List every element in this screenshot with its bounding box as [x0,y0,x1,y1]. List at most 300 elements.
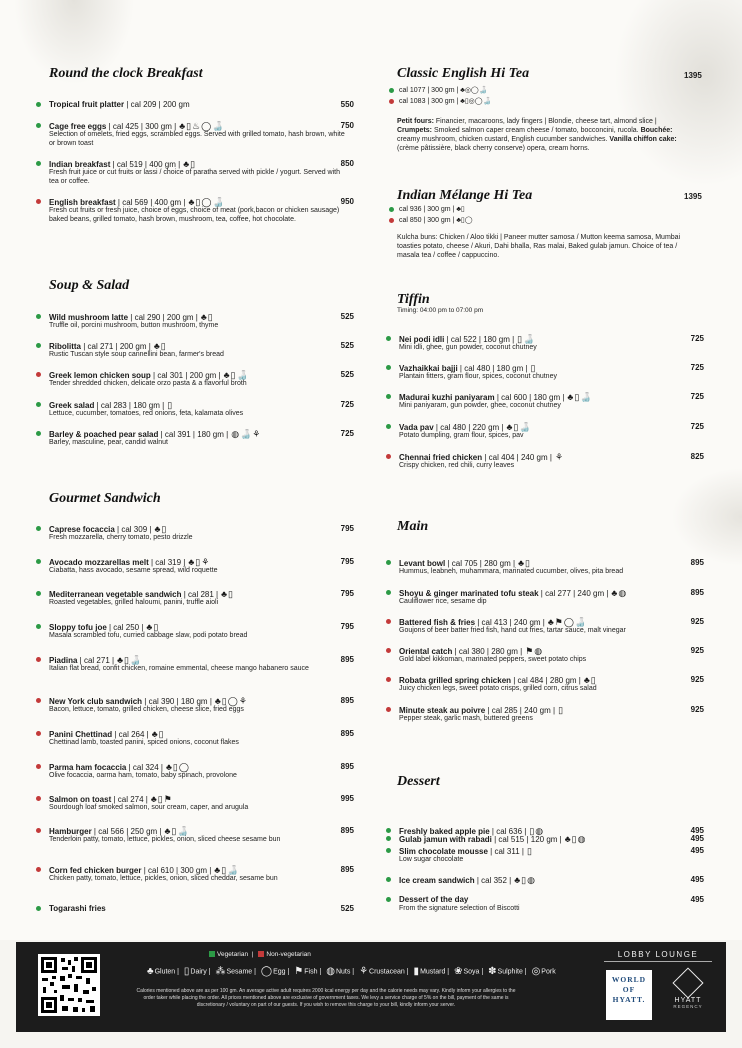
menu-item-price: 925 [690,675,704,684]
menu-item-line [399,826,544,837]
woh-line-3: HYATT. [612,995,646,1004]
allergen-label: Dairy [190,968,207,976]
melange-price: 1395 [684,192,702,201]
allergen-icons: ♣▯🍶 [506,422,532,432]
menu-item-description: Hummus, leabneh, muhammara, marinated cucumber, olives, pita bread [399,568,624,575]
menu-item-description: Chettinad lamb, toasted panini, spiced onions, coconut flakes [49,739,239,746]
section-title-breakfast: Round the clock Breakfast [49,66,203,81]
nonveg-dot-icon [36,867,41,872]
menu-item-price: 495 [690,834,704,843]
allergen-icons: ♣▯🍶 [117,655,143,665]
melange-veg-cal [389,206,465,214]
menu-item-price: 495 [690,895,704,904]
menu-item-name: Gulab jamun with rabadi [399,835,492,844]
hi-tea-description [397,117,687,153]
allergen-icons: ⚑◍ [525,646,544,656]
hi-tea-chiffon-label: Vanilla chiffon cake: [609,136,677,143]
menu-item-line [49,904,109,914]
legend-separator: | [252,968,258,976]
allergen-icons: ♣▯ [221,589,234,599]
menu-item-calories: | cal 569 | 400 gm | [115,198,186,207]
menu-item-name: Sloppy tofu joe [49,623,107,632]
veg-dot-icon [36,402,41,407]
allergen-icons: ▯ [526,846,533,856]
menu-item-name: Mediterranean vegetable sandwich [49,590,182,599]
menu-item-description: Rustic Tuscan style soup cannellini bean, farmer's bread [49,351,224,358]
allergen-label: Nuts [335,968,351,976]
allergen-icons: ♣▯ [518,558,531,568]
menu-item-calories: | cal 209 | 200 gm [124,100,190,109]
hi-tea-bouchee-label: Bouchée: [640,127,673,134]
nonveg-dot-icon [386,648,391,653]
nonveg-dot-icon [36,796,41,801]
menu-item-description: Truffle oil, porcini mushroom, button mushroom, thyme [49,322,219,329]
veg-dot-icon [389,88,394,93]
hi-tea-veg-cal-text: cal 1077 | 300 gm | ♣◎◯🍶 [399,87,488,94]
woh-line-2: OF [622,985,636,994]
menu-item-calories: | cal 290 | 200 gm | [128,313,198,322]
menu-item-name: Caprese focaccia [49,525,115,534]
woh-line-1: WORLD [611,975,647,984]
allergen-icons: ♣▯ [154,524,168,534]
menu-item-name: Cage free eggs [49,122,107,131]
menu-item-name: Vazhaikkai bajji [399,364,458,373]
menu-item-price: 725 [690,392,704,401]
menu-item-description: Mini paniyaram, gun powder, ghee, coconut chutney [399,402,561,409]
menu-item-calories: | cal 301 | 200 gm | [150,371,221,380]
menu-item-description: Tender shredded chicken, delicate orzo pasta & a flavorful broth [49,380,247,387]
menu-item-calories: | cal 404 | 240 gm | [482,453,552,462]
veg-dot-icon [386,424,391,429]
menu-item-name: Nei podi idli [399,335,445,344]
legend-separator: | [285,968,292,976]
veg-dot-icon [389,207,394,212]
allergen-icons: ◍🍶⚘ [231,429,262,439]
menu-item-price: 925 [690,617,704,626]
menu-item-price: 750 [340,121,354,130]
menu-item-description: Crispy chicken, red chili, curry leaves [399,462,515,469]
veg-legend-label: Vegetarian [217,951,249,958]
nonveg-dot-icon [386,454,391,459]
section-title-sandwich: Gourmet Sandwich [49,491,161,506]
nonveg-dot-icon [386,707,391,712]
allergen-icons: ♣▯🍶 [164,826,190,836]
world-of-hyatt-logo [606,970,652,1020]
veg-dot-icon [386,590,391,595]
veg-dot-icon [36,343,41,348]
menu-item-name: Minute steak au poivre [399,706,486,715]
veg-dot-icon [386,877,391,882]
menu-item-name: Wild mushroom latte [49,313,129,322]
menu-item-calories: | cal 271 | [77,656,115,665]
veg-dot-icon [386,365,391,370]
allergen-icons: ♣▯ [153,341,167,351]
legend-separator: | [479,968,486,976]
menu-item-name: Corn fed chicken burger [49,866,142,875]
menu-item-calories: | cal 600 | 180 gm | [494,393,565,402]
allergen-icons: ▯◍ [529,826,545,836]
menu-item-price: 495 [690,875,704,884]
menu-item-description: Lettuce, cucumber, tomatoes, red onions, feta, kalamata olives [49,410,244,417]
menu-item-calories: | cal 705 | 280 gm | [445,559,516,568]
allergen-icons: ▯ [530,363,537,373]
footer-fine-print: Calories mentioned above are as per 100 gm. An average active adult requires 2000 kcal energy per day and the calorie needs may vary. Kindly inform your allergies to the order taker while placing the order. All prices mentioned above are exclusive of government taxes. We levy a service charge of 5% on the bill, payment of the same is discretionary / voluntary on part of our guests. If you wish to remove this charge to your bill, kindly inform your server. [136,988,516,1008]
menu-item-price: 795 [340,589,354,598]
menu-item-name: Piadina [49,656,78,665]
allergen-icons: ♣▯♨◯🍶 [179,121,225,131]
menu-item-description: Selection of omelets, fried eggs, scrambled eggs. Served with grilled tomato, hash brown, white or brown toast [49,131,345,147]
nonveg-dot-icon [36,828,41,833]
allergen-icons: ♣▯◍ [514,875,536,885]
nonveg-dot-icon [386,619,391,624]
tiffin-timing: Timing: 04:00 pm to 07:00 pm [397,307,484,314]
menu-item-calories: | cal 484 | 280 gm | [511,676,581,685]
menu-item-name: Shoyu & ginger marinated tofu steak [399,589,539,598]
soya-icon: ❀ [454,966,463,977]
menu-item-price: 995 [340,794,354,803]
menu-item-description: Juicy chicken legs, sweet potato crisps, grilled corn, citrus salad [399,685,597,692]
menu-item-description: From the signature selection of Biscotti [399,905,520,912]
menu-item-price: 525 [340,341,354,350]
nonveg-dot-icon [36,372,41,377]
menu-item-description: Ciabatta, hass avocado, sesame spread, wild roquette [49,567,218,574]
veg-dot-icon [386,828,391,833]
menu-item-calories: | cal 380 | 280 gm | [452,647,523,656]
menu-item-calories: | cal 271 | 200 gm | [81,342,151,351]
menu-item-price: 795 [340,557,354,566]
menu-item-line [49,100,193,110]
hi-tea-text-2: Smoked salmon caper cream cheese / tomato, bocconcini, rucola. [432,127,641,134]
qr-code-icon[interactable] [38,954,100,1016]
nonveg-square-icon [258,951,264,957]
allergen-icons: ♣▯◯ [166,762,190,772]
nonveg-dot-icon [36,657,41,662]
menu-item-name: Madurai kuzhi paniyaram [399,393,495,402]
menu-item-description: Olive focaccia, oarma ham, tomato, baby spinach, provolone [49,772,237,779]
nonveg-dot-icon [389,99,394,104]
menu-item-price: 925 [690,646,704,655]
menu-item-calories: | cal 281 | [181,590,219,599]
veg-dot-icon [36,526,41,531]
sesame-icon: ⁂ [215,966,226,977]
menu-item-price: 725 [690,363,704,372]
menu-item-description: Mini idli, ghee, gun powder, coconut chutney [399,344,537,351]
veg-dot-icon [386,897,391,902]
veg-dot-icon [36,102,41,107]
menu-item-name: Salmon on toast [49,795,112,804]
allergen-label: Egg [273,968,286,976]
menu-item-price: 725 [340,429,354,438]
menu-item-description: Fresh fruit juice or cut fruits or lassi / choice of paratha served with pickle / yogurt. Served with tea or coffee. [49,169,341,185]
legend-separator: | [251,951,254,958]
allergen-icons: ♣▯ [146,622,160,632]
veg-dot-icon [386,848,391,853]
hyatt-wordmark: HYATT [674,997,702,1004]
veg-dot-icon [36,161,41,166]
regency-wordmark: REGENCY [673,1004,703,1009]
menu-item-description: Sourdough loaf smoked salmon, sour cream, caper, and arugula [49,804,249,811]
legend-separator: | [404,968,411,976]
menu-item-calories: | cal 283 | 180 gm | [94,401,165,410]
veg-dot-icon [36,624,41,629]
menu-item-price: 925 [690,705,704,714]
allergen-label: Sulphite [497,968,523,976]
allergen-label: Pork [541,968,556,976]
menu-item-calories: | cal 480 | 220 gm | [433,423,504,432]
legend-separator: | [317,968,324,976]
menu-item-calories: | cal 636 | [489,827,527,836]
menu-item-name: Battered fish & fries [399,618,476,627]
veg-dot-icon [36,431,41,436]
menu-item-calories: | cal 277 | 240 gm | [538,589,609,598]
hyatt-logo-icon [672,967,703,998]
menu-item-description: Fresh mozzarella, cherry tomato, pesto drizzle [49,534,193,541]
hi-tea-text-1: Financier, macaroons, lady fingers | Blondie, cheese tart, almond slice | [433,118,657,125]
menu-item-price: 825 [690,452,704,461]
menu-item-description: Masala scrambled tofu, curried cabbage slaw, podi potato bread [49,632,248,639]
allergen-icons: ▯ [558,705,565,715]
menu-item-name: Avocado mozzarellas melt [49,558,149,567]
menu-item-name: Panini Chettinad [49,730,113,739]
menu-item-name: Robata grilled spring chicken [399,676,512,685]
menu-item-price: 550 [340,100,354,109]
veg-dot-icon [36,906,41,911]
allergen-label: Mustard [420,968,446,976]
menu-item-description: Bacon, lettuce, tomato, grilled chicken, cheese slice, fried eggs [49,706,244,713]
allergen-icons: ♣▯◯🍶 [188,197,225,207]
legend-separator: | [445,968,452,976]
nuts-icon: ◍ [326,966,335,977]
nonveg-dot-icon [36,764,41,769]
hi-tea-veg-cal [389,87,487,95]
pork-icon: ◎ [531,966,541,977]
hi-tea-text-4: (crème pâtissière, black cherry conserve) opera, cream horns. [397,145,590,152]
gluten-icon: ♣ [147,966,154,977]
menu-item-line [399,875,536,886]
menu-item-name: Greek salad [49,401,95,410]
section-title-tiffin: Tiffin [397,292,430,307]
menu-item-name: Oriental catch [399,647,453,656]
veg-dot-icon [386,560,391,565]
hi-tea-price: 1395 [684,71,702,80]
legend-separator: | [350,968,357,976]
menu-item-price: 895 [340,729,354,738]
menu-item-price: 525 [340,370,354,379]
melange-nonveg-cal-text: cal 850 | 300 gm | ♣▯◯ [399,217,473,224]
menu-item-name: Freshly baked apple pie [399,827,490,836]
menu-item-calories: | cal 519 | 400 gm | [110,160,181,169]
menu-item-calories: | cal 250 | [106,623,144,632]
nonveg-dot-icon [36,731,41,736]
nonveg-legend-label: Non-vegetarian [266,951,311,958]
allergen-legend [144,966,556,977]
hyatt-regency-logo [664,970,712,1009]
menu-item-description: Italian flat bread, confit chicken, romaine emmental, cheese mango habanero sauce [49,665,309,672]
section-title-dessert: Dessert [397,774,440,789]
hi-tea-text-3: creamy mushroom, chicken custard, English cucumber sandwiches. [397,136,610,143]
menu-item-name: Dessert of the day [399,895,469,904]
section-title-melange: Indian Mélange Hi Tea [397,188,533,203]
menu-item-name: New York club sandwich [49,697,143,706]
menu-item-description: Cauliflower rice, sesame dip [399,598,487,605]
menu-item-name: Ribolitta [49,342,81,351]
veg-square-icon [209,951,215,957]
veg-dot-icon [386,394,391,399]
allergen-label: Soya [463,968,480,976]
lobby-lounge-label: LOBBY LOUNGE [604,950,712,962]
section-title-main: Main [397,519,429,534]
menu-item-calories: | cal 311 | [487,847,524,856]
menu-item-line [399,895,471,905]
menu-item-description: Chicken patty, tomato, lettuce, pickles, onion, sliced cheddar, sesame bun [49,875,278,882]
sulphite-icon: ✽ [488,966,497,977]
allergen-label: Fish [304,968,318,976]
menu-item-calories: | cal 352 | [474,876,512,885]
menu-item-calories: | cal 324 | [126,763,163,772]
crustacean-icon: ⚘ [359,966,369,977]
melange-description: Kulcha buns: Chicken / Aloo tikki | Paneer mutter samosa / Mutton keema samosa, Mumbai toasties potato, cheese / Akuri, Dahi bhalla, Ras malai, Baked gulab jamun. Choice of tea / masala tea / coffee / cappuccino. [397,234,681,259]
allergen-icons: ♣▯⚑ [150,794,173,804]
allergen-icons: ♣▯ [200,312,214,322]
menu-item-name: Chennai fried chicken [399,453,483,462]
egg-icon: ◯ [260,966,273,977]
menu-item-name: Parma ham focaccia [49,763,127,772]
menu-item-description: Goujons of beer batter fried fish, hand cut fries, tartar sauce, malt vinegar [399,627,626,634]
veg-dot-icon [36,314,41,319]
menu-item-calories: | cal 391 | 180 gm | [158,430,229,439]
mustard-icon: ▮ [413,966,420,977]
menu-item-calories: | cal 515 | 120 gm | [491,835,562,844]
menu-item-price: 895 [690,588,704,597]
menu-item-price: 525 [340,312,354,321]
allergen-icons: ♣▯ [183,159,197,169]
allergen-icons: ⚘ [554,452,565,462]
menu-item-calories: | cal 309 | [114,525,152,534]
nonveg-dot-icon [36,199,41,204]
fish-icon: ⚑ [294,966,304,977]
section-title-hi-tea: Classic English Hi Tea [397,66,530,81]
allergen-icons: ♣▯⚘ [188,557,211,567]
menu-item-name: Greek lemon chicken soup [49,371,151,380]
hi-tea-crumpets-label: Crumpets: [397,127,433,134]
menu-item-description: Plantain fitters, gram flour, spices, coconut chutney [399,373,557,380]
menu-item-calories: | cal 390 | 180 gm | [142,697,212,706]
allergen-label: Gluten [154,968,176,976]
menu-item-description: Potato dumpling, gram flour, spices, pav [399,432,524,439]
hi-tea-petit-fours-label: Petit fours: [397,118,434,125]
menu-footer [16,942,726,1032]
menu-item-price: 850 [340,159,354,168]
allergen-icons: ♣◍ [611,588,628,598]
allergen-icons: ♣▯◯⚘ [214,696,248,706]
menu-item-calories: | cal 264 | [112,730,149,739]
menu-item-description: Tenderloin patty, tomato, lettuce, pickles, onion, sliced cheese sesame bun [49,836,281,843]
menu-item-price: 525 [340,904,354,913]
menu-item-name: Ice cream sandwich [399,876,475,885]
menu-item-name: Slim chocolate mousse [399,847,488,856]
menu-item-price: 895 [340,696,354,705]
veg-dot-icon [36,123,41,128]
menu-item-price: 495 [690,846,704,855]
menu-item-price: 895 [340,655,354,664]
menu-item-calories: | cal 610 | 300 gm | [141,866,212,875]
nonveg-dot-icon [36,698,41,703]
allergen-label: Crustacean [369,968,405,976]
menu-item-calories: | cal 319 | [148,558,186,567]
hi-tea-nonveg-cal [389,98,491,106]
allergen-icons: ♣▯ [583,675,597,685]
menu-item-price: 895 [340,826,354,835]
menu-item-calories: | cal 413 | 240 gm | [475,618,545,627]
veg-dot-icon [36,559,41,564]
allergen-icons: ♣⚑◯🍶 [547,617,588,627]
menu-item-name: Levant bowl [399,559,446,568]
allergen-icons: ▯🍶 [517,334,536,344]
menu-item-name: Vada pav [399,423,434,432]
menu-item-calories: | cal 285 | 240 gm | [485,706,556,715]
menu-item-description: Low sugar chocolate [399,856,464,863]
section-title-soup-salad: Soup & Salad [49,278,130,293]
menu-item-name: English breakfast [49,198,116,207]
menu-item-calories: | cal 480 | 180 gm | [457,364,528,373]
menu-item-calories: | cal 566 | 250 gm | [91,827,162,836]
menu-item-name: Togarashi fries [49,904,106,913]
menu-item-calories: | cal 425 | 300 gm | [106,122,177,131]
legend-separator: | [175,968,181,976]
menu-item-price: 725 [690,422,704,431]
menu-item-price: 895 [340,865,354,874]
allergen-icons: ♣▯🍶 [223,370,249,380]
nonveg-dot-icon [386,677,391,682]
menu-item-price: 950 [340,197,354,206]
menu-item-description: Barley, masculine, pear, candid walnut [49,439,168,446]
legend-separator: | [206,968,213,976]
melange-nonveg-cal [389,217,473,225]
menu-item-price: 795 [340,524,354,533]
menu-item-name: Hamburger [49,827,92,836]
dairy-icon: ▯ [183,966,190,977]
menu-item-description: Gold label kikkoman, marinated peppers, sweet potato chips [399,656,587,663]
nonveg-dot-icon [389,218,394,223]
allergen-label: Sesame [226,968,253,976]
allergen-icons: ♣▯◍ [564,834,587,844]
veg-nonveg-legend [206,951,311,958]
menu-item-name: Barley & poached pear salad [49,430,159,439]
menu-item-price: 895 [690,558,704,567]
menu-item-name: Tropical fruit platter [49,100,125,109]
menu-item-calories: | cal 274 | [111,795,148,804]
hi-tea-nonveg-cal-text: cal 1083 | 300 gm | ♣▯◎◯🍶 [399,98,492,105]
allergen-icons: ♣▯ [151,729,165,739]
menu-item-price: 795 [340,622,354,631]
menu-item-description: Fresh cut fruits or fresh juice, choice of eggs, choice of meat (pork,bacon or chicken sausage) baked beans, grilled tomato, hash brown, mushroom, tea, coffee, hot chocolate. [49,207,340,223]
veg-dot-icon [386,336,391,341]
menu-item-price: 725 [340,400,354,409]
menu-item-name: Indian breakfast [49,160,111,169]
allergen-icons: ▯ [167,400,174,410]
allergen-icons: ♣▯🍶 [214,865,240,875]
menu-item-price: 725 [690,334,704,343]
menu-item-description: Pepper steak, garlic mash, buttered greens [399,715,533,722]
menu-item-price: 895 [340,762,354,771]
veg-dot-icon [36,591,41,596]
menu-item-calories: | cal 522 | 180 gm | [444,335,515,344]
allergen-icons: ♣▯🍶 [567,392,593,402]
melange-veg-cal-text: cal 936 | 300 gm | ♣▯ [399,206,465,213]
menu-item-price: 495 [690,826,704,835]
menu-item-description: Roasted vegetables, grilled haloumi, panini, truffle aioli [49,599,219,606]
legend-separator: | [522,968,529,976]
